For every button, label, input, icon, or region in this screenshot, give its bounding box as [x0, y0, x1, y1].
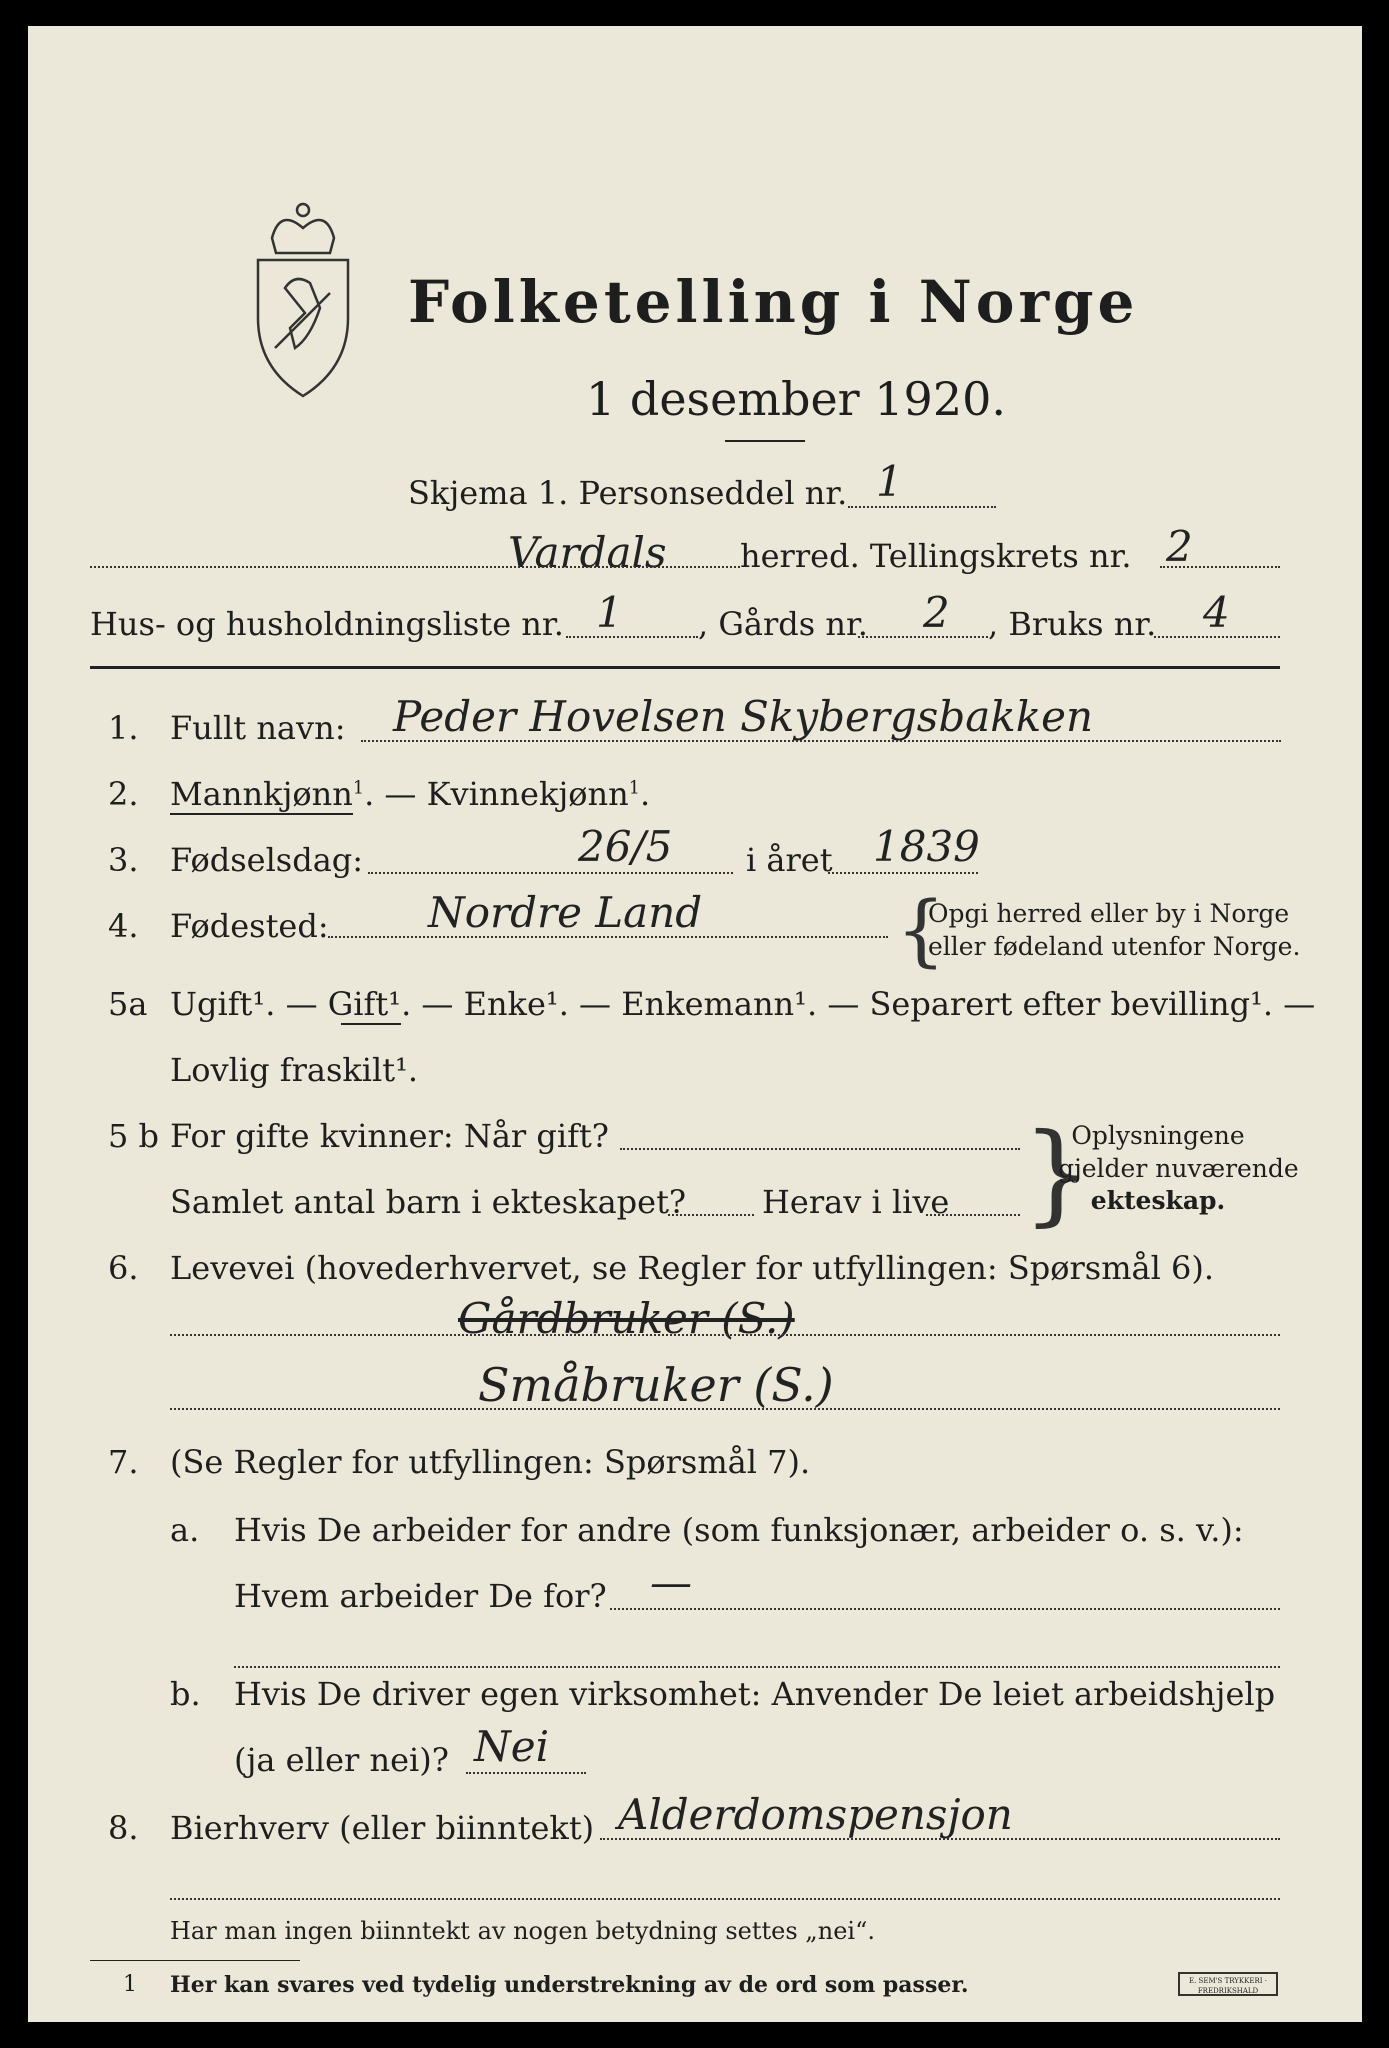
q5b-children-label: Samlet antal barn i ekteskapet?	[170, 1183, 687, 1221]
biinntekt-note: Har man ingen biinntekt av nogen betydning settes „nei“.	[170, 1917, 875, 1945]
gards-line	[858, 636, 988, 638]
q7b-text: Hvis De driver egen virksomhet: Anvender De leiet arbeidshjelp	[234, 1675, 1276, 1713]
schema-label: Skjema 1. Personseddel nr.	[408, 474, 848, 512]
q7b-question: (ja eller nei)?	[234, 1741, 449, 1779]
q8-label: Bierhverv (eller biinntekt)	[170, 1809, 595, 1847]
census-form	[28, 26, 1362, 2022]
q5b-note-line2: gjelder nuværende	[1058, 1153, 1299, 1183]
q7a-line-2	[234, 1666, 1280, 1668]
q6-number: 6.	[108, 1249, 139, 1287]
husholdningsliste-label: Hus- og husholdningsliste nr.	[90, 605, 564, 643]
q1-line	[361, 740, 1281, 742]
q7-number: 7.	[108, 1443, 139, 1481]
tellingskrets-number: 2	[1166, 522, 1193, 571]
q7a-number: a.	[170, 1511, 200, 1549]
q2-footnote-mark-2: 1	[628, 778, 640, 799]
q5a-number: 5a	[108, 985, 148, 1023]
census-date: 1 desember 1920.	[586, 372, 1006, 426]
gards-number: 2	[923, 588, 950, 637]
personseddel-number: 1	[876, 457, 903, 506]
q5b-note-line1: Oplysningene	[1071, 1121, 1245, 1150]
q7b-line	[466, 1772, 586, 1774]
herred-line	[90, 566, 740, 568]
q2-end: .	[639, 775, 651, 813]
q4-label: Fødested:	[170, 907, 329, 945]
q6-line-2	[170, 1408, 1280, 1410]
q3-year-label: i året	[746, 841, 833, 879]
q7a-question: Hvem arbeider De for?	[234, 1577, 607, 1615]
q4-note-line1: Opgi herred eller by i Norge	[928, 899, 1290, 928]
bruks-number: 4	[1203, 588, 1230, 637]
q4-note-line2: eller fødeland utenfor Norge.	[928, 931, 1301, 961]
herred-label: herred. Tellingskrets nr.	[740, 537, 1132, 575]
gards-label: , Gårds nr.	[698, 605, 868, 643]
norway-coat-of-arms-icon	[250, 198, 356, 398]
husholdningsliste-line	[566, 636, 698, 638]
husholdningsliste-number: 1	[596, 588, 623, 637]
q4-brace: {	[896, 886, 946, 976]
q8-line-1	[600, 1838, 1280, 1840]
q5b-when-married-label: For gifte kvinner: Når gift?	[170, 1117, 609, 1155]
q6-struck-occupation: Gårdbruker (S.)	[458, 1294, 795, 1343]
q5b-number: 5 b	[108, 1117, 160, 1155]
tellingskrets-line	[1160, 566, 1280, 568]
q8-line-2	[170, 1898, 1280, 1900]
q8-secondary-income: Alderdomspensjon	[618, 1790, 1013, 1839]
q3-line	[368, 872, 733, 874]
q3-number: 3.	[108, 841, 139, 879]
q8-number: 8.	[108, 1809, 139, 1847]
q1-number: 1.	[108, 709, 139, 747]
q7a-answer: —	[650, 1558, 692, 1607]
footnote-text: Her kan svares ved tydelig understrekning av de ord som passer.	[170, 1972, 969, 1998]
bruks-line	[1154, 636, 1280, 638]
q4-number: 4.	[108, 907, 139, 945]
q5b-children-line	[668, 1214, 754, 1216]
q2-options	[170, 775, 651, 813]
q2-footnote-mark: 1	[352, 778, 365, 799]
q5b-brace: }	[1022, 1109, 1092, 1237]
q7b-answer: Nei	[474, 1722, 550, 1771]
herred-value: Vardals	[508, 528, 667, 577]
q5b-note-line3: ekteskap.	[1090, 1186, 1226, 1215]
printer-stamp-text: E. SEM'S TRYKKERI · FREDRIKSHALD	[1189, 1977, 1267, 1995]
q1-full-name: Peder Hovelsen Skybergsbakken	[393, 692, 1094, 741]
personseddel-line	[848, 506, 996, 508]
q6-occupation: Småbruker (S.)	[478, 1358, 834, 1412]
bruks-label: , Bruks nr.	[988, 605, 1157, 643]
printer-stamp	[1178, 1972, 1278, 1996]
q3-year-line	[828, 872, 978, 874]
q7-label: (Se Regler for utfyllingen: Spørsmål 7).	[170, 1443, 811, 1481]
q4-line	[328, 936, 888, 938]
title-divider	[725, 440, 805, 442]
q5a-options: Ugift¹. — Gift¹. — Enke¹. — Enkemann¹. — Separert efter bevilling¹. —	[170, 985, 1316, 1023]
q1-label: Fullt navn:	[170, 709, 346, 747]
q6-line-1	[170, 1334, 1280, 1336]
q5b-alive-label: Herav i live	[762, 1183, 950, 1221]
q3-birth-year: 1839	[873, 822, 980, 871]
q5b-when-married-line	[620, 1148, 1020, 1150]
q3-label: Fødselsdag:	[170, 841, 364, 879]
q2-female-option: . — Kvinnekjønn	[364, 775, 629, 813]
q5b-note	[1058, 1120, 1299, 1218]
q4-birthplace: Nordre Land	[428, 888, 703, 937]
q2-number: 2.	[108, 775, 139, 813]
form-title: Folketelling i Norge	[408, 268, 1139, 336]
q2-male-option: Mannkjønn	[170, 775, 353, 813]
q5b-alive-line	[926, 1214, 1020, 1216]
q7a-text: Hvis De arbeider for andre (som funksjonær, arbeider o. s. v.):	[234, 1511, 1244, 1549]
q6-label: Levevei (hovederhvervet, se Regler for utfyllingen: Spørsmål 6).	[170, 1249, 1215, 1287]
q3-birthday: 26/5	[578, 822, 673, 871]
q7b-number: b.	[170, 1675, 201, 1713]
q5a-gift-underline	[341, 1023, 401, 1025]
q7a-line-1	[610, 1608, 1280, 1610]
q4-note	[928, 898, 1300, 963]
footnote-divider	[90, 1960, 300, 1961]
q5a-options-2: Lovlig fraskilt¹.	[170, 1051, 419, 1089]
header-divider	[90, 666, 1280, 669]
footnote-mark: 1	[123, 1972, 137, 1997]
